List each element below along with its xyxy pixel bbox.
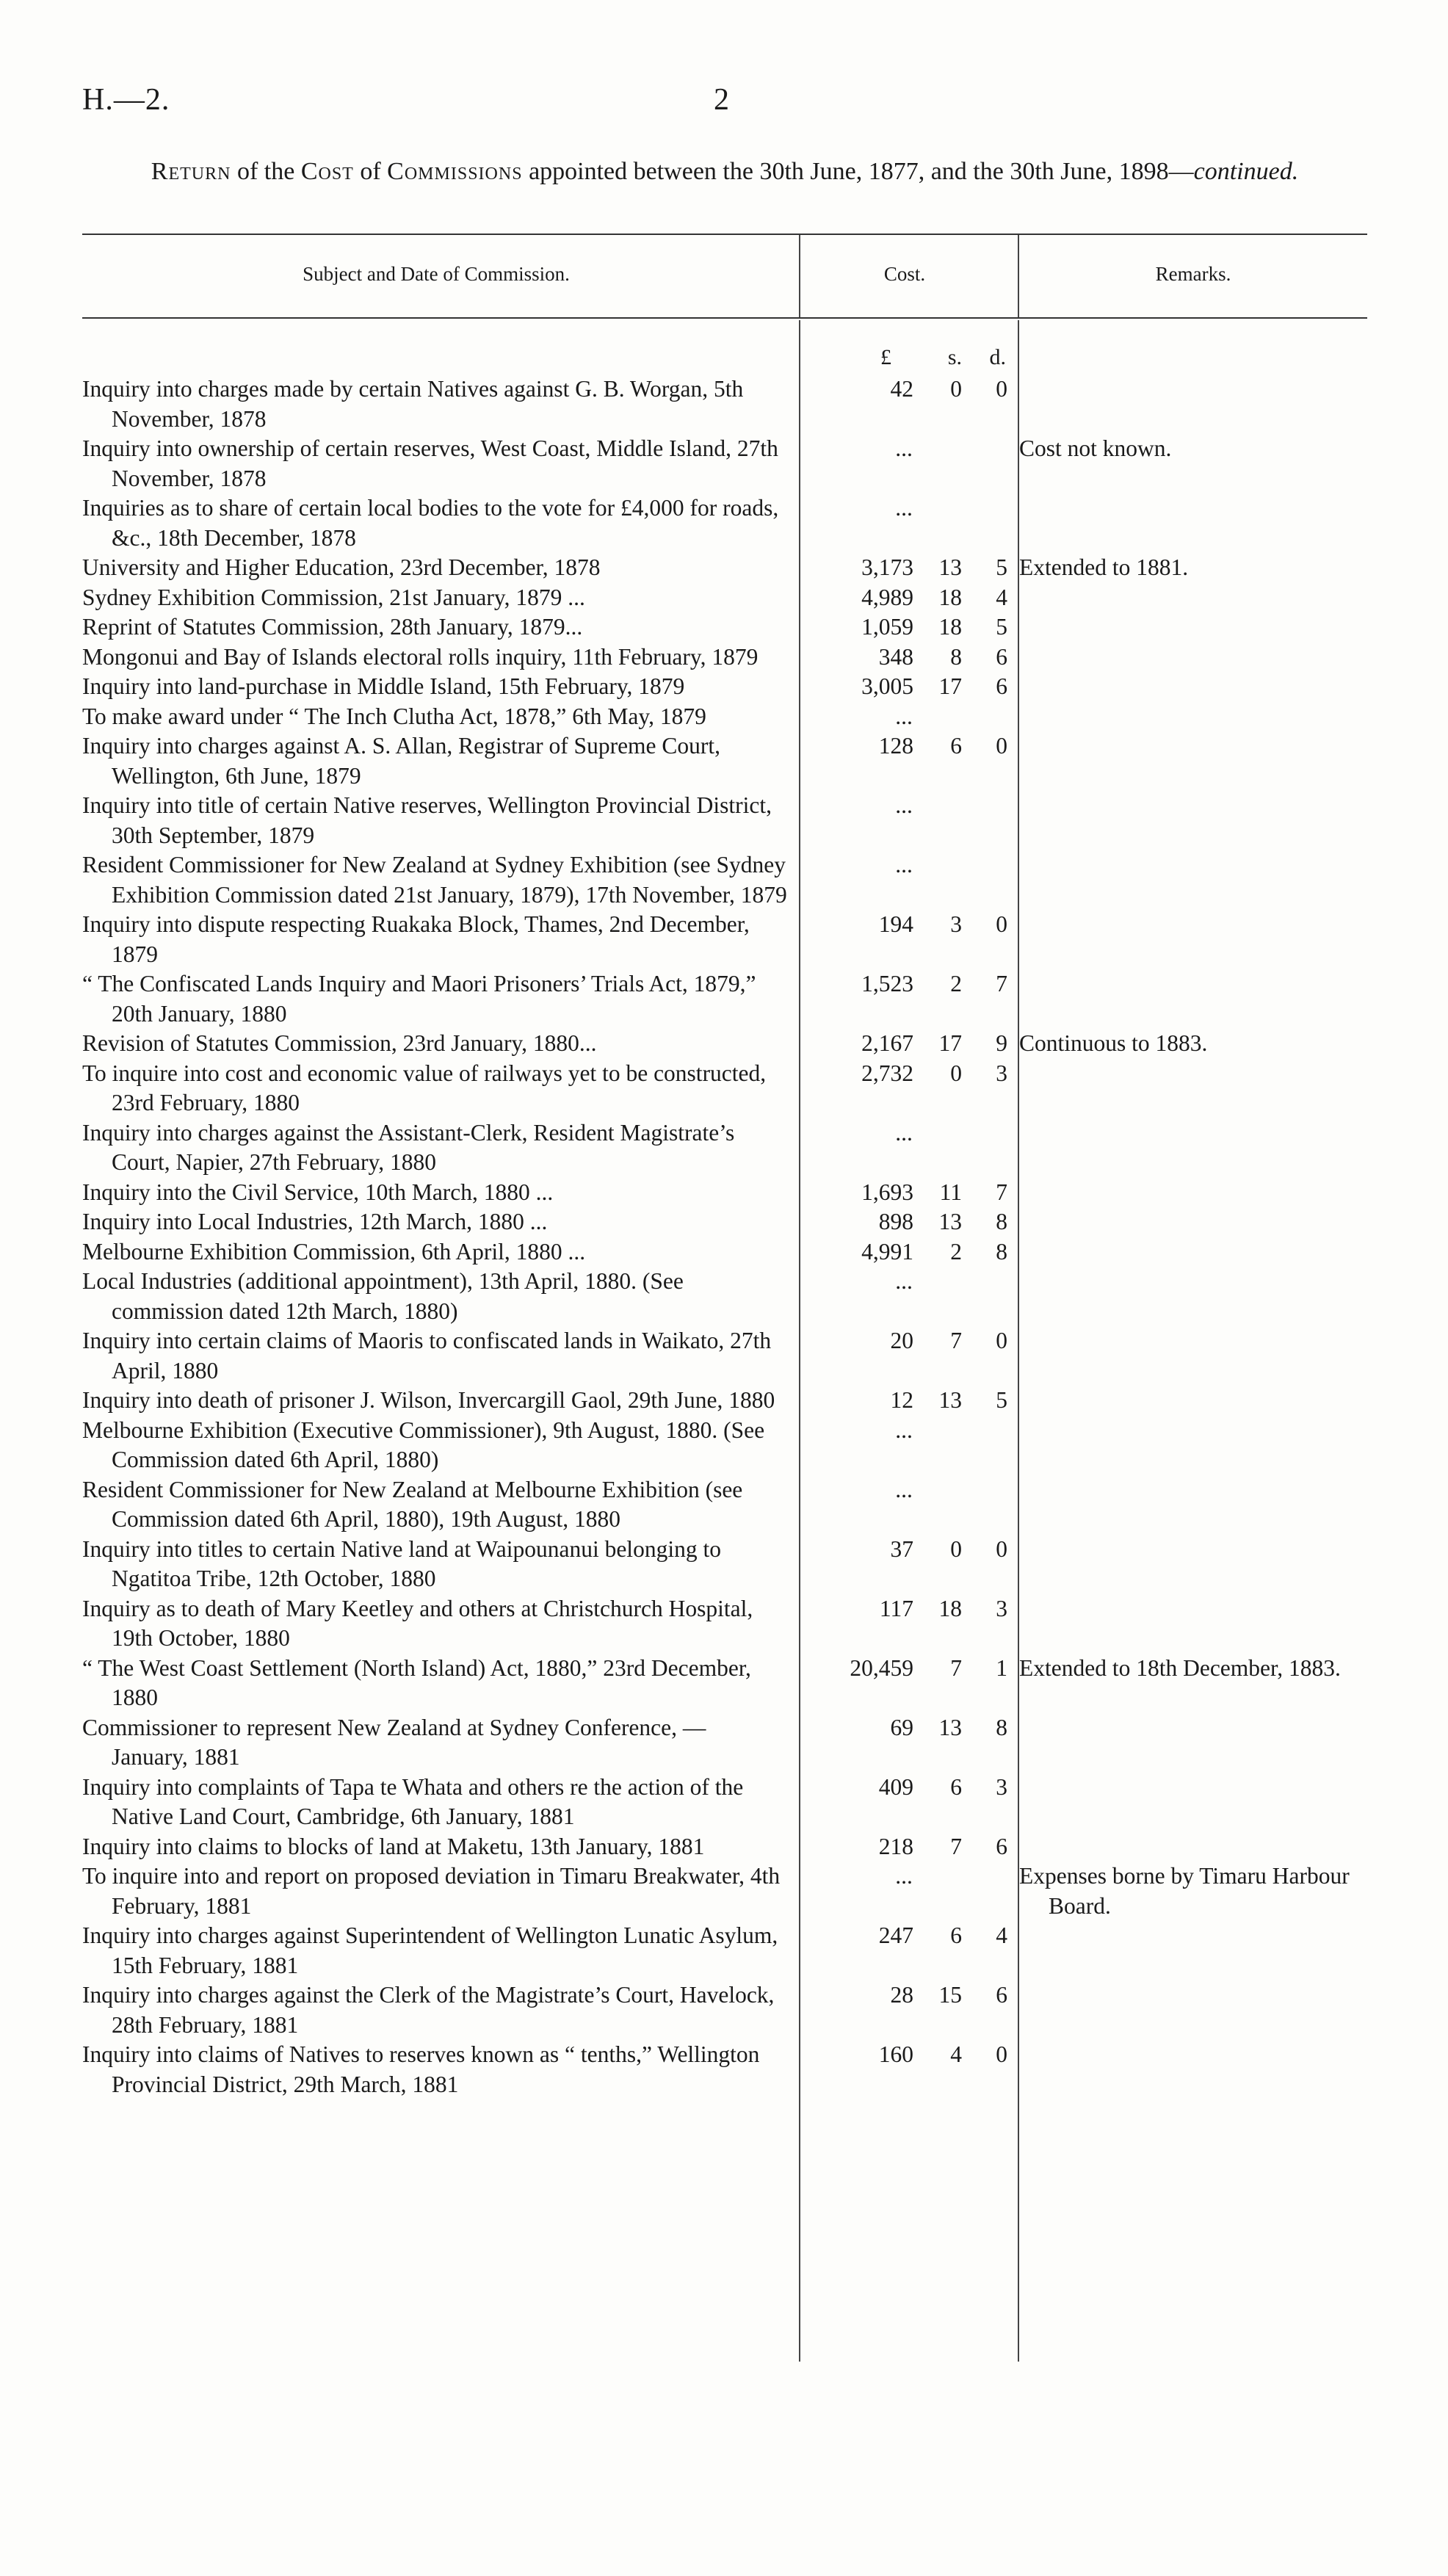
commission-subject: Inquiry into claims of Natives to reserves known as “ tenths,” Wellington Provincial District, 29th March, 1881 (82, 2041, 760, 2097)
cost-amount (799, 612, 1009, 642)
cost-amount (799, 910, 1009, 939)
commission-subject: Sydney Exhibition Commission, 21st January, 1879 ... (82, 584, 585, 610)
commission-subject: Reprint of Statutes Commission, 28th January, 1879... (82, 614, 583, 640)
commission-remark: Extended to 1881. (1019, 554, 1189, 580)
title-word-commissions: Commissions (387, 158, 523, 185)
table-title (82, 156, 1367, 188)
cost-pence: 3 (996, 1773, 1007, 1800)
cost-unknown: ... (895, 1268, 913, 1294)
cost-shillings: 2 (950, 1238, 962, 1265)
table-row (82, 1416, 1367, 1475)
cost-pounds: 3,173 (861, 554, 913, 580)
table-row (82, 1118, 1367, 1178)
commission-subject: Inquiry into charges against Superintendent of Wellington Lunatic Asylum, 15th February, 1881 (82, 1922, 778, 1978)
cost-pence: 8 (996, 1238, 1007, 1265)
table-row (82, 1535, 1367, 1594)
cost-shillings: 0 (950, 1060, 962, 1086)
cost-amount (799, 1059, 1009, 1088)
commission-subject: Inquiry into title of certain Native reserves, Wellington Provincial District, 30th September, 1879 (82, 792, 772, 848)
cost-pounds: 1,693 (861, 1179, 913, 1205)
cost-shillings: 13 (938, 1209, 962, 1234)
commission-remark: Extended to 18th December, 1883. (1019, 1654, 1341, 1681)
commission-subject: Inquiry into charges against the Assistant-Clerk, Resident Magistrate’s Court, Napier, 27th February, 1880 (82, 1119, 735, 1175)
cost-amount (799, 850, 1009, 880)
cost-pounds: 247 (878, 1922, 913, 1948)
table-row (82, 583, 1367, 613)
cost-pounds: 160 (878, 2041, 913, 2067)
cost-shillings: 18 (938, 1595, 962, 1621)
cost-pence: 0 (996, 733, 1007, 759)
cost-shillings: 7 (950, 1328, 962, 1353)
page-header (82, 82, 1375, 134)
commission-subject: To inquire into cost and economic value of railways yet to be constructed, 23rd February, 1880 (82, 1060, 767, 1115)
commission-remark: Cost not known. (1019, 435, 1172, 461)
title-connector-2: of (353, 158, 388, 185)
column-divider (1018, 235, 1019, 317)
column-header-cost: Cost. (883, 263, 926, 285)
commission-subject: Commissioner to represent New Zealand at Sydney Conference, — January, 1881 (82, 1714, 706, 1770)
cost-pence: 7 (996, 971, 1007, 996)
cost-amount (799, 1773, 1009, 1802)
cost-amount (799, 1386, 1009, 1415)
commission-subject: Inquiry into charges against the Clerk of the Magistrate’s Court, Havelock, 28th February, 1881 (82, 1982, 775, 2038)
commission-subject: Inquiry into claims to blocks of land at Maketu, 13th January, 1881 (82, 1833, 705, 1859)
cost-pence: 7 (996, 1179, 1007, 1205)
cost-shillings: 17 (938, 1030, 962, 1056)
table-row (82, 2040, 1367, 2099)
commission-subject: Inquiry into certain claims of Maoris to confiscated lands in Waikato, 27th April, 1880 (82, 1328, 772, 1383)
table-row (82, 1059, 1367, 1118)
table-row (82, 1594, 1367, 1654)
table-row (82, 1267, 1367, 1326)
table-row (82, 791, 1367, 850)
document-code: H.—2. (82, 83, 170, 117)
commission-subject: Revision of Statutes Commission, 23rd January, 1880... (82, 1030, 597, 1056)
cost-pounds: 1,059 (861, 614, 913, 640)
table-row (82, 1773, 1367, 1832)
page-number: 2 (714, 83, 729, 117)
cost-amount (799, 583, 1009, 612)
cost-amount (799, 1862, 1009, 1891)
cost-shillings: 6 (950, 733, 962, 759)
cost-shillings: 6 (950, 1922, 962, 1948)
cost-pence: 6 (996, 1833, 1007, 1859)
commission-subject: Local Industries (additional appointment), 13th April, 1880. (See commission dated 12th March, 1880) (82, 1268, 684, 1324)
cost-pence: 6 (996, 643, 1007, 670)
cost-amount (799, 1326, 1009, 1356)
table-row (82, 553, 1367, 583)
table-row (82, 612, 1367, 643)
title-word-cost: Cost (300, 158, 354, 185)
commission-subject: To inquire into and report on proposed deviation in Timaru Breakwater, 4th February, 1881 (82, 1863, 781, 1919)
cost-shillings: 13 (938, 554, 962, 580)
cost-unknown: ... (895, 435, 913, 461)
commission-subject: Inquiry into death of prisoner J. Wilson, Invercargill Gaol, 29th June, 1880 (82, 1387, 775, 1413)
cost-pounds: 28 (890, 1982, 913, 2008)
commission-subject: Resident Commissioner for New Zealand at Melbourne Exhibition (see Commission dated 6th April, 1880), 19th August, 1880 (82, 1476, 743, 1532)
cost-shillings: 0 (950, 1535, 962, 1562)
cost-shillings: 18 (938, 614, 962, 640)
cost-pence: 8 (996, 1209, 1007, 1234)
cost-unknown: ... (895, 703, 913, 729)
commission-subject: Inquiry into ownership of certain reserves, West Coast, Middle Island, 27th November, 1878 (82, 435, 778, 491)
cost-pounds: 42 (890, 376, 913, 402)
cost-amount (799, 969, 1009, 999)
cost-amount (799, 731, 1009, 761)
table-row (82, 434, 1367, 493)
cost-unknown: ... (895, 1863, 913, 1889)
cost-pence: 3 (996, 1060, 1007, 1086)
cost-pounds: 4,989 (861, 584, 913, 610)
cost-pence: 4 (996, 1922, 1007, 1948)
cost-pence: 0 (996, 2041, 1007, 2067)
table-row (82, 702, 1367, 732)
commission-subject: Melbourne Exhibition Commission, 6th April, 1880 ... (82, 1238, 586, 1265)
table-row (82, 910, 1367, 969)
cost-pounds: 12 (890, 1387, 913, 1413)
cost-amount (799, 791, 1009, 820)
cost-amount (799, 1594, 1009, 1624)
table-row (82, 731, 1367, 791)
commission-subject: Inquiry as to death of Mary Keetley and others at Christchurch Hospital, 19th October, 1880 (82, 1595, 753, 1651)
cost-amount (799, 1118, 1009, 1148)
cost-amount (799, 375, 1009, 404)
cost-shillings: 7 (950, 1654, 962, 1681)
table-row (82, 1713, 1367, 1773)
title-connector-1: of the (231, 158, 301, 185)
table-row (82, 969, 1367, 1029)
table-row (82, 1475, 1367, 1535)
commission-subject: Inquiry into the Civil Service, 10th March, 1880 ... (82, 1179, 554, 1205)
cost-amount (799, 1237, 1009, 1267)
cost-pounds: 348 (878, 643, 913, 670)
cost-shillings: 17 (938, 673, 962, 699)
commission-subject: Inquiry into titles to certain Native land at Waipounanui belonging to Ngatitoa Tribe, 12th October, 1880 (82, 1535, 721, 1591)
cost-shillings: 13 (938, 1714, 962, 1740)
cost-pence: 3 (996, 1595, 1007, 1621)
cost-amount (799, 493, 1009, 523)
cost-pence: 6 (996, 673, 1007, 699)
table-row (82, 850, 1367, 910)
cost-unknown: ... (895, 792, 913, 818)
unit-pounds: £ (880, 345, 891, 369)
cost-amount (799, 1416, 1009, 1445)
cost-pence: 5 (996, 614, 1007, 640)
cost-pounds: 194 (878, 911, 913, 937)
cost-amount (799, 434, 1009, 463)
table-row (82, 375, 1367, 434)
cost-amount (799, 2040, 1009, 2069)
table-row (82, 1386, 1367, 1416)
cost-amount (799, 1207, 1009, 1237)
cost-pence: 5 (996, 554, 1007, 580)
cost-amount (799, 1832, 1009, 1862)
header-bottom-rule (82, 317, 1367, 319)
table-row (82, 1654, 1367, 1713)
cost-unknown: ... (895, 852, 913, 878)
commission-subject: Inquiry into land-purchase in Middle Island, 15th February, 1879 (82, 673, 685, 699)
cost-amount (799, 1267, 1009, 1296)
table-row (82, 1029, 1367, 1059)
cost-pounds: 2,167 (861, 1030, 913, 1056)
commission-subject: “ The West Coast Settlement (North Island) Act, 1880,” 23rd December, 1880 (82, 1654, 751, 1710)
cost-pence: 1 (996, 1654, 1007, 1681)
cost-unknown: ... (895, 495, 913, 521)
cost-shillings: 13 (938, 1387, 962, 1413)
unit-pence: d. (989, 345, 1006, 369)
table-row (82, 1980, 1367, 2040)
cost-pounds: 20 (890, 1328, 913, 1353)
cost-pence: 9 (996, 1030, 1007, 1056)
table-row (82, 1207, 1367, 1237)
table-row (82, 1832, 1367, 1862)
table-top-rule (82, 234, 1367, 235)
cost-shillings: 0 (950, 376, 962, 402)
cost-pounds: 1,523 (861, 971, 913, 996)
cost-amount (799, 1178, 1009, 1207)
commission-subject: Mongonui and Bay of Islands electoral rolls inquiry, 11th February, 1879 (82, 643, 759, 670)
commission-subject: Inquiry into charges made by certain Natives against G. B. Worgan, 5th November, 1878 (82, 376, 744, 432)
cost-shillings: 2 (950, 971, 962, 996)
table-row (82, 1862, 1367, 1921)
cost-pence: 4 (996, 584, 1007, 610)
cost-shillings: 15 (938, 1982, 962, 2008)
currency-units (799, 345, 1009, 375)
cost-amount (799, 643, 1009, 672)
cost-amount (799, 1535, 1009, 1564)
cost-pence: 0 (996, 911, 1007, 937)
cost-pounds: 898 (878, 1209, 913, 1234)
table-row (82, 1921, 1367, 1980)
cost-shillings: 3 (950, 911, 962, 937)
commission-subject: “ The Confiscated Lands Inquiry and Maori Prisoners’ Trials Act, 1879,” 20th January, 1880 (82, 971, 756, 1027)
cost-shillings: 18 (938, 584, 962, 610)
cost-pounds: 2,732 (861, 1060, 913, 1086)
cost-amount (799, 1713, 1009, 1743)
cost-amount (799, 1029, 1009, 1058)
cost-amount (799, 672, 1009, 701)
cost-pounds: 3,005 (861, 673, 913, 699)
cost-unknown: ... (895, 1119, 913, 1146)
cost-pounds: 4,991 (861, 1238, 913, 1265)
cost-pounds: 37 (890, 1535, 913, 1562)
cost-pounds: 69 (890, 1714, 913, 1740)
cost-shillings: 7 (950, 1833, 962, 1859)
cost-pence: 6 (996, 1982, 1007, 2008)
commission-subject: University and Higher Education, 23rd December, 1878 (82, 554, 601, 580)
cost-pounds: 20,459 (850, 1654, 913, 1681)
commission-subject: To make award under “ The Inch Clutha Act, 1878,” 6th May, 1879 (82, 703, 706, 729)
table-row (82, 672, 1367, 702)
cost-unknown: ... (895, 1417, 913, 1443)
cost-pounds: 409 (878, 1773, 913, 1800)
commission-remark: Expenses borne by Timaru Harbour Board. (1019, 1863, 1350, 1919)
title-word-return: Return (151, 158, 231, 185)
commission-subject: Melbourne Exhibition (Executive Commissioner), 9th August, 1880. (See Commission dated 6th April, 1880) (82, 1417, 765, 1472)
cost-shillings: 11 (939, 1179, 962, 1205)
commission-subject: Inquiry into charges against A. S. Allan, Registrar of Supreme Court, Wellington, 6th June, 1879 (82, 733, 721, 789)
commission-subject: Inquiry into dispute respecting Ruakaka Block, Thames, 2nd December, 1879 (82, 911, 750, 967)
cost-shillings: 6 (950, 1773, 962, 1800)
cost-pence: 5 (996, 1387, 1007, 1413)
commission-remark: Continuous to 1883. (1019, 1030, 1208, 1056)
commission-subject: Inquiries as to share of certain local bodies to the vote for £4,000 for roads, &c., 18th December, 1878 (82, 495, 779, 551)
cost-amount (799, 1475, 1009, 1505)
title-continued: continued. (1193, 158, 1299, 185)
cost-amount (799, 1654, 1009, 1683)
commission-subject: Inquiry into complaints of Tapa te Whata and others re the action of the Native Land Court, Cambridge, 6th January, 1881 (82, 1773, 744, 1829)
table-row (82, 1326, 1367, 1386)
cost-pounds: 218 (878, 1833, 913, 1859)
cost-pounds: 117 (879, 1595, 913, 1621)
cost-pence: 8 (996, 1714, 1007, 1740)
table-row (82, 493, 1367, 553)
cost-shillings: 4 (950, 2041, 962, 2067)
table-row (82, 1237, 1367, 1267)
cost-amount (799, 1921, 1009, 1950)
commission-subject: Inquiry into Local Industries, 12th March, 1880 ... (82, 1209, 548, 1234)
cost-shillings: 8 (950, 643, 962, 670)
cost-amount (799, 553, 1009, 582)
commission-subject: Resident Commissioner for New Zealand at Sydney Exhibition (see Sydney Exhibition Commission dated 21st January, 1879), 17th November, 1879 (82, 852, 787, 908)
cost-amount (799, 1980, 1009, 2010)
cost-pence: 0 (996, 1535, 1007, 1562)
column-header-subject: Subject and Date of Commission. (303, 263, 570, 285)
cost-amount (799, 702, 1009, 731)
table-row (82, 1178, 1367, 1208)
cost-unknown: ... (895, 1476, 913, 1502)
table-row (82, 643, 1367, 673)
table-body (82, 375, 1367, 2099)
column-header-remarks: Remarks. (1155, 263, 1231, 285)
unit-shillings: s. (947, 345, 962, 369)
cost-pounds: 128 (878, 733, 913, 759)
title-rest: appointed between the 30th June, 1877, and the 30th June, 1898— (522, 158, 1194, 185)
cost-pence: 0 (996, 1328, 1007, 1353)
column-divider (799, 235, 800, 317)
cost-pence: 0 (996, 376, 1007, 402)
